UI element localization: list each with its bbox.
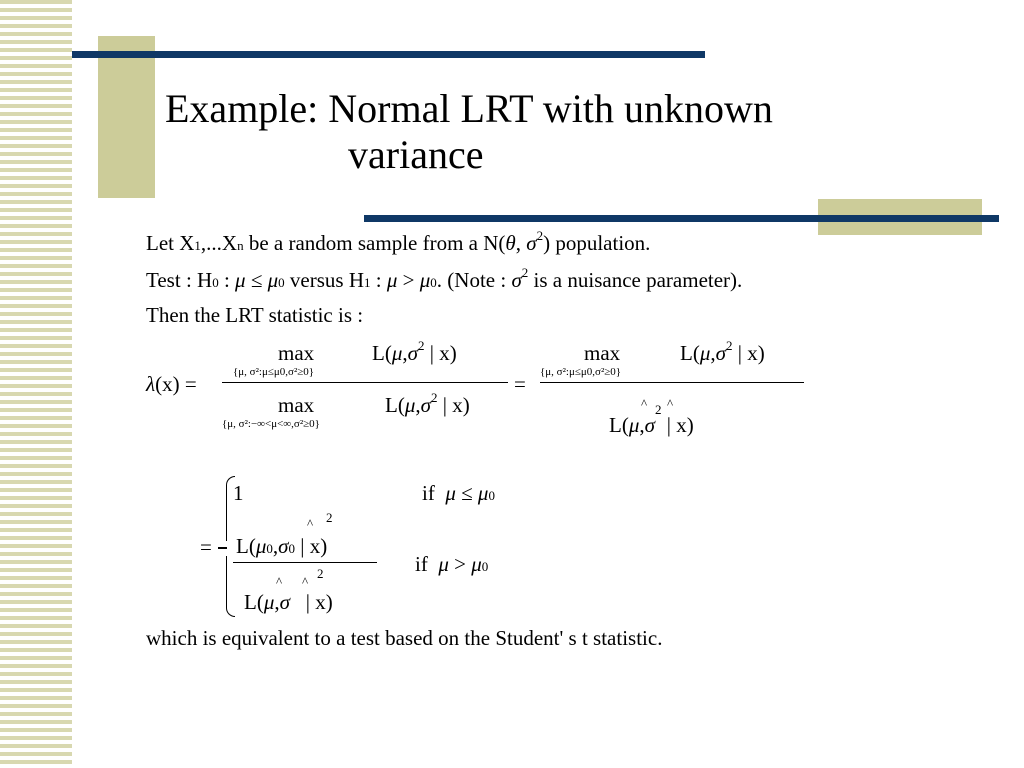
symbol-sigma: σ xyxy=(526,231,537,255)
symbol-mu: μ xyxy=(404,393,416,417)
symbol-mu: μ xyxy=(699,341,711,365)
symbol-mu: μ xyxy=(235,268,246,292)
symbol-gt: > xyxy=(454,552,466,576)
text-colon: : xyxy=(218,268,236,292)
frac1-den-likelihood xyxy=(385,390,470,417)
bottom-divider-bar xyxy=(364,215,999,222)
subscript-0: 0 xyxy=(488,488,495,503)
symbol-mu: μ xyxy=(445,481,456,505)
case2-num-sup: 2 xyxy=(326,510,333,525)
symbol-sigma-hat: σ xyxy=(278,534,289,558)
symbol-mu: μ xyxy=(419,268,431,292)
text-test-h: Test : H xyxy=(146,268,213,292)
frac2-rule xyxy=(540,382,804,383)
subscript-1: 1 xyxy=(194,238,201,253)
text-colon: : xyxy=(370,268,387,292)
frac2-num-max: max xyxy=(584,341,621,365)
symbol-sigma-hat: σ xyxy=(279,590,290,614)
title-line-2: variance xyxy=(348,132,484,177)
symbol-mu: μ xyxy=(255,534,267,558)
symbol-mu-hat: μ xyxy=(628,413,640,437)
subscript-0: 0 xyxy=(288,541,295,556)
hat-sigma-den: ^ xyxy=(302,574,309,589)
superscript-2: 2 xyxy=(417,338,425,353)
subscript-1: 1 xyxy=(364,275,371,290)
frac1-num-constraint: {μ, σ²:μ≤μ0,σ²≥0} xyxy=(233,366,315,378)
symbol-sigma-hat: σ xyxy=(644,413,655,437)
superscript-2: 2 xyxy=(536,228,544,243)
case1-condition xyxy=(422,481,495,508)
superscript-2: 2 xyxy=(521,265,529,280)
equals-sign-1: = xyxy=(514,372,526,396)
symbol-mu: μ xyxy=(391,341,403,365)
symbol-mu: μ xyxy=(477,481,489,505)
case2-condition xyxy=(415,552,488,579)
symbol-mu: μ xyxy=(267,268,279,292)
superscript-2: 2 xyxy=(430,390,438,405)
brace-bottom xyxy=(226,556,235,617)
conclusion-line: which is equivalent to a test based on the Student' s t statistic. xyxy=(146,626,663,650)
hat-sigma0: ^ xyxy=(307,516,314,531)
left-stripe-decoration xyxy=(0,0,72,768)
case2-denominator xyxy=(244,590,333,614)
frac1-num-likelihood xyxy=(372,338,457,365)
symbol-leq: ≤ xyxy=(461,481,473,505)
symbol-gt: > xyxy=(397,268,420,292)
symbol-sigma: σ xyxy=(407,341,418,365)
text-given-x: | x) xyxy=(300,590,333,614)
symbol-sigma: σ xyxy=(511,268,522,292)
case1-value: 1 xyxy=(233,481,244,505)
subscript-0: 0 xyxy=(212,275,219,290)
case2-numerator xyxy=(236,534,327,561)
text-given-x: | x) xyxy=(437,393,470,417)
text-lambda-arg: (x) = xyxy=(155,372,197,396)
body-line-3: Then the LRT statistic is : xyxy=(146,303,364,327)
frac2-num-likelihood xyxy=(680,338,765,365)
frac2-den-likelihood xyxy=(609,402,694,437)
text-comma: , xyxy=(639,413,645,437)
symbol-leq: ≤ xyxy=(245,268,268,292)
symbol-lambda: λ xyxy=(146,372,156,396)
text-L: L( xyxy=(609,413,629,437)
symbol-mu: μ xyxy=(471,552,482,576)
text-comma: , xyxy=(710,341,716,365)
symbol-mu: μ xyxy=(438,552,449,576)
top-divider-bar xyxy=(72,51,705,58)
subscript-0: 0 xyxy=(266,541,273,556)
superscript-2: 2 xyxy=(725,338,733,353)
equals-sign-2: = xyxy=(200,535,212,559)
text-if: if xyxy=(415,552,428,576)
frac1-num-max: max xyxy=(278,341,315,365)
subscript-0: 0 xyxy=(278,275,285,290)
text-given-x: | x) xyxy=(732,341,765,365)
case2-rule xyxy=(233,562,377,563)
hat-sigma: ^ xyxy=(667,396,674,411)
superscript-2: 2 xyxy=(654,402,662,417)
text-ellipsis-x: ,...X xyxy=(200,231,238,255)
symbol-sigma: σ xyxy=(715,341,726,365)
hat-mu: ^ xyxy=(641,396,648,411)
body-line-2 xyxy=(146,265,743,295)
text-given-x: | x) xyxy=(294,534,328,558)
text-L: L( xyxy=(680,341,700,365)
title-accent-block xyxy=(98,36,155,198)
text-versus-h: versus H xyxy=(284,268,364,292)
text-given-x: | x) xyxy=(424,341,457,365)
text-comma: , xyxy=(402,341,408,365)
hat-mu-den: ^ xyxy=(276,574,283,589)
frac2-num-constraint: {μ, σ²:μ≤μ0,σ²≥0} xyxy=(540,366,622,378)
symbol-sigma: σ xyxy=(420,393,431,417)
text-L: L( xyxy=(372,341,392,365)
text-L: L( xyxy=(385,393,405,417)
subscript-0: 0 xyxy=(430,275,437,290)
symbol-mu: μ xyxy=(386,268,398,292)
symbol-mu-hat: μ xyxy=(263,590,275,614)
frac1-rule xyxy=(222,382,508,383)
title-line-1: Example: Normal LRT with unknown xyxy=(165,86,773,131)
case2-den-sup: 2 xyxy=(317,566,324,581)
text-L: L( xyxy=(236,534,256,558)
slide-title xyxy=(165,86,925,178)
subscript-0: 0 xyxy=(481,559,489,574)
text-if: if xyxy=(422,481,435,505)
text-comma: , xyxy=(274,590,280,614)
lambda-lhs xyxy=(146,372,197,396)
text-note: . (Note : xyxy=(436,268,512,292)
text-comma: , xyxy=(272,534,279,558)
text-population: ) population. xyxy=(543,231,651,255)
text-let-x: Let X xyxy=(146,231,195,255)
text-nuisance: is a nuisance parameter). xyxy=(528,268,743,292)
brace-notch xyxy=(218,547,227,549)
body-line-1 xyxy=(146,228,651,258)
frac1-den-constraint: {μ, σ²:−∞<μ<∞,σ²≥0} xyxy=(222,418,320,430)
frac1-den-max: max xyxy=(278,393,315,417)
text-given-x: | x) xyxy=(661,413,694,437)
text-random-sample: be a random sample from a N( xyxy=(243,231,506,255)
text-L: L( xyxy=(244,590,264,614)
text-comma: , xyxy=(515,231,527,255)
symbol-theta: θ xyxy=(505,231,516,255)
text-comma: , xyxy=(415,393,421,417)
subscript-n: n xyxy=(237,238,244,253)
